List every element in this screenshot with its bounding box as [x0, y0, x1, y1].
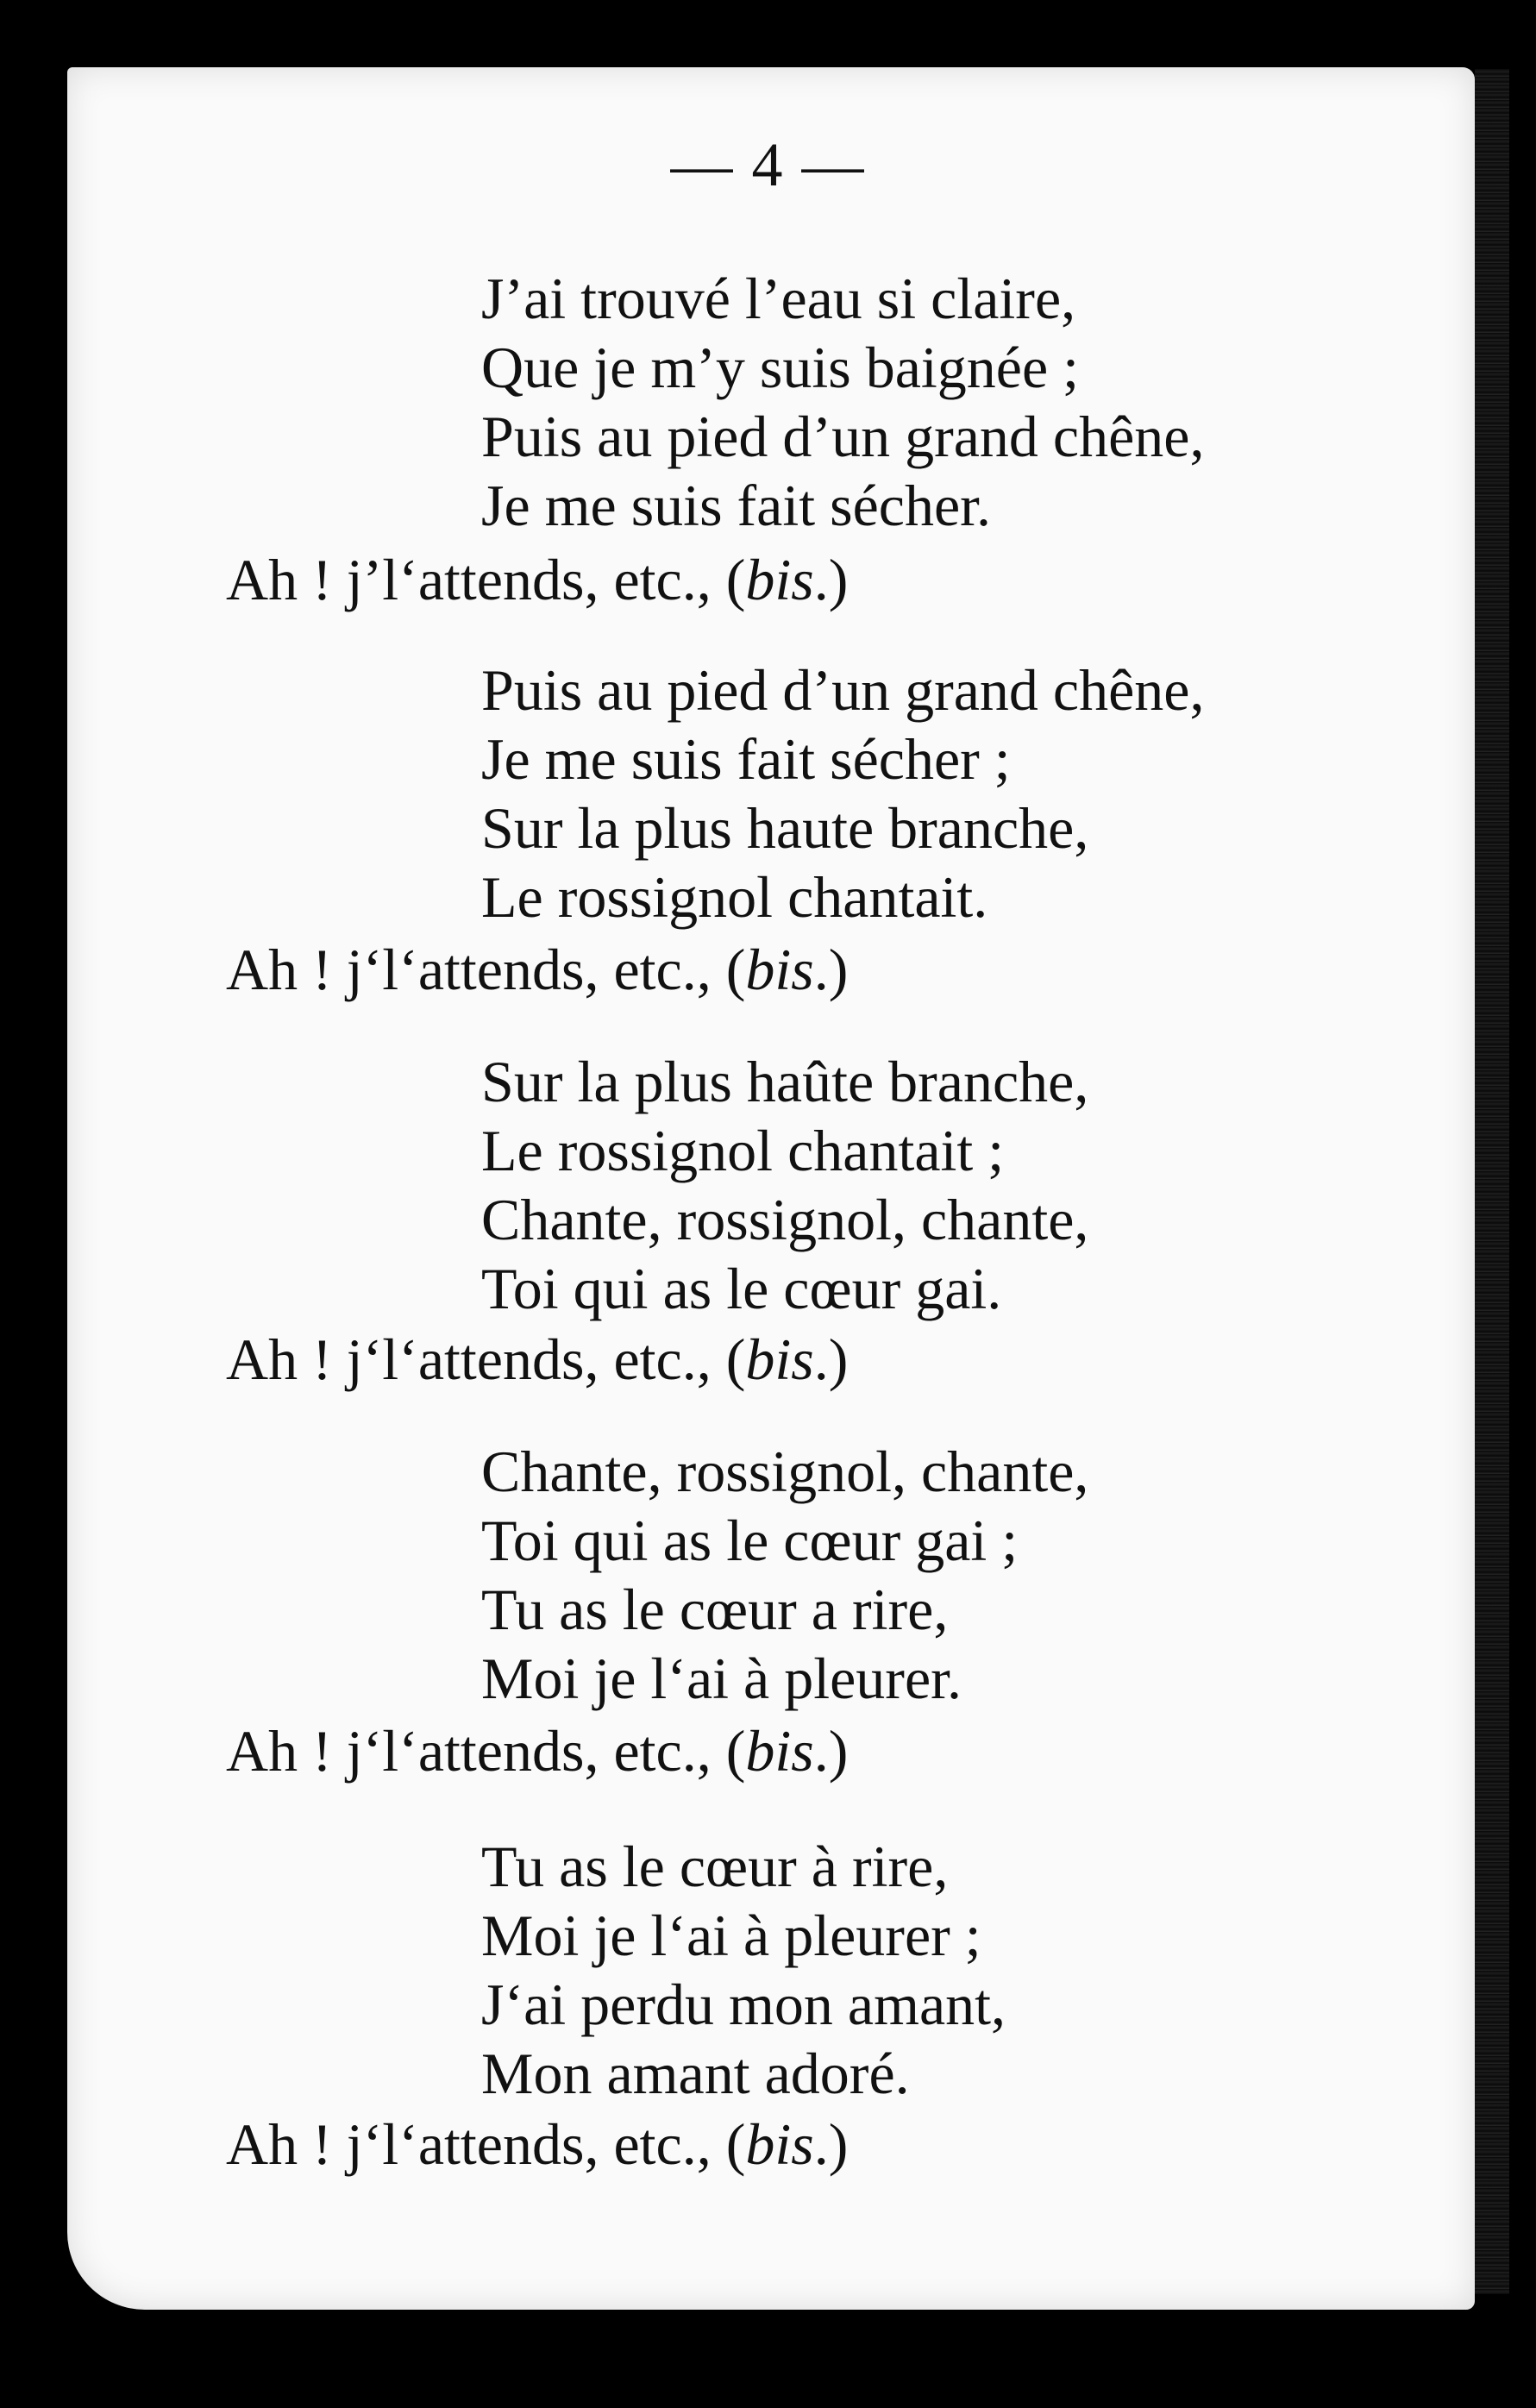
stanza-4	[481, 1437, 1088, 1713]
refrain-3	[226, 1325, 848, 1394]
verse-line: Puis au pied d’un grand chêne,	[481, 404, 1205, 469]
verse-line: Chante, rossignol, chante,	[481, 1187, 1089, 1252]
refrain-text: Ah ! j‘l‘attends, etc., (	[226, 1326, 746, 1392]
verse-line: Chante, rossignol, chante,	[481, 1439, 1089, 1504]
verse-line: Moi je l‘ai à pleurer ;	[481, 1903, 981, 1968]
refrain-close: .)	[813, 547, 849, 612]
stanza-5	[481, 1832, 1006, 2108]
refrain-bis: bis	[745, 1718, 814, 1784]
refrain-4	[226, 1716, 848, 1785]
verse-line: Le rossignol chantait ;	[481, 1118, 1005, 1183]
refrain-close: .)	[813, 937, 849, 1002]
verse-line: Tu as le cœur à rire,	[481, 1834, 949, 1899]
refrain-text: Ah ! j‘l‘attends, etc., (	[226, 937, 746, 1002]
verse-line: J’ai trouvé l’eau si claire,	[481, 266, 1076, 331]
verse-line: Mon amant adoré.	[481, 2041, 910, 2106]
page-number: — 4 —	[670, 130, 866, 199]
verse-line: Puis au pied d’un grand chêne,	[481, 657, 1205, 723]
verse-line: Sur la plus haute branche,	[481, 795, 1089, 861]
verse-line: Sur la plus haûte branche,	[481, 1049, 1089, 1114]
refrain-bis: bis	[745, 2111, 814, 2177]
refrain-1	[226, 545, 848, 614]
stanza-3	[481, 1047, 1088, 1323]
refrain-bis: bis	[745, 547, 814, 612]
verse-line: Moi je l‘ai à pleurer.	[481, 1646, 962, 1711]
verse-line: Le rossignol chantait.	[481, 864, 988, 930]
refrain-close: .)	[813, 1718, 849, 1784]
verse-line: Je me suis fait sécher.	[481, 473, 992, 538]
refrain-text: Ah ! j’l‘attends, etc., (	[226, 547, 746, 612]
page-edge-shadow	[1475, 69, 1509, 2294]
refrain-2	[226, 935, 848, 1004]
refrain-text: Ah ! j‘l‘attends, etc., (	[226, 2111, 746, 2177]
refrain-bis: bis	[745, 937, 814, 1002]
refrain-5	[226, 2110, 848, 2179]
refrain-close: .)	[813, 1326, 849, 1392]
refrain-close: .)	[813, 2111, 849, 2177]
verse-line: Toi qui as le cœur gai.	[481, 1256, 1002, 1321]
stanza-2	[481, 655, 1204, 931]
verse-line: Je me suis fait sécher ;	[481, 726, 1011, 792]
refrain-bis: bis	[745, 1326, 814, 1392]
verse-line: Que je m’y suis baignée ;	[481, 335, 1080, 400]
verse-line: Toi qui as le cœur gai ;	[481, 1508, 1019, 1573]
verse-line: Tu as le cœur a rire,	[481, 1577, 949, 1642]
stanza-1	[481, 264, 1204, 540]
verse-line: J‘ai perdu mon amant,	[481, 1972, 1006, 2037]
refrain-text: Ah ! j‘l‘attends, etc., (	[226, 1718, 746, 1784]
